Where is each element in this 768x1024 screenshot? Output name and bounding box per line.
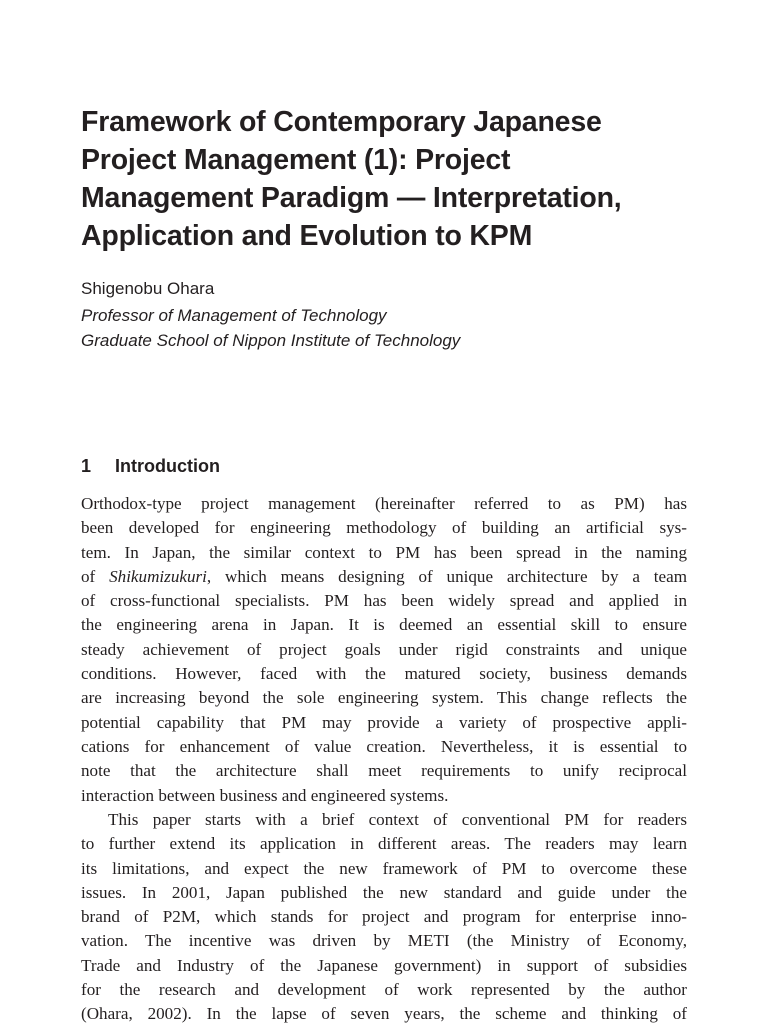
text-line: brand of P2M, which stands for project and program for enterprise inno- <box>81 907 687 927</box>
text-line: issues. In 2001, Japan published the new standard and guide under the <box>81 882 687 902</box>
title-line: Framework of Contemporary Japanese <box>81 106 602 138</box>
text-line: its limitations, and expect the new framework of PM to overcome these <box>81 858 687 878</box>
section-number: 1 <box>81 456 92 476</box>
italic-term: Shikumizukuri <box>109 566 207 586</box>
section-heading <box>81 454 220 478</box>
text-line: been developed for engineering methodology of building an artificial sys- <box>81 518 687 538</box>
text-segment: of <box>81 566 110 586</box>
text-line: the engineering arena in Japan. It is deemed an essential skill to ensure <box>81 615 687 635</box>
text-line: of cross-functional specialists. PM has been widely spread and applied in <box>81 591 687 611</box>
title-line: Project Management (1): Project <box>81 144 511 176</box>
author-name: Shigenobu Ohara <box>81 279 215 298</box>
text-line: This paper starts with a brief context of conventional PM for readers <box>108 810 687 829</box>
paragraph-1 <box>81 492 687 808</box>
title-line: Management Paradigm — Interpretation, <box>81 182 622 214</box>
text-line <box>81 565 687 589</box>
text-line: steady achievement of project goals under rigid constraints and unique <box>81 639 687 659</box>
paper-title <box>81 103 721 255</box>
text-line: interaction between business and engineered systems. <box>81 785 449 805</box>
paragraph-2 <box>81 808 687 1024</box>
text-line: to further extend its application in different areas. The readers may learn <box>81 834 687 854</box>
text-line: conditions. However, faced with the matured society, business demands <box>81 664 687 684</box>
text-line: Orthodox-type project management (hereinafter referred to as PM) has <box>81 494 687 513</box>
text-segment: , which means designing of unique architecture by a team <box>206 566 687 586</box>
text-line: for the research and development of work represented by the author <box>81 980 687 1000</box>
text-line: vation. The incentive was driven by METI (the Ministry of Economy, <box>81 931 687 951</box>
text-line: are increasing beyond the sole engineering system. This change reflects the <box>81 688 687 708</box>
title-line: Application and Evolution to KPM <box>81 220 533 252</box>
text-line: tem. In Japan, the similar context to PM has been spread in the naming <box>81 542 687 562</box>
author-affiliation-school: Graduate School of Nippon Institute of Technology <box>81 331 461 350</box>
text-line: (Ohara, 2002). In the lapse of seven years, the scheme and thinking of <box>81 1004 687 1024</box>
section-title: Introduction <box>115 456 220 476</box>
author-affiliation-title: Professor of Management of Technology <box>81 306 387 325</box>
text-line: note that the architecture shall meet requirements to unify reciprocal <box>81 761 687 781</box>
text-line: potential capability that PM may provide a variety of prospective appli- <box>81 712 687 732</box>
text-line: Trade and Industry of the Japanese government) in support of subsidies <box>81 955 687 975</box>
text-line: cations for enhancement of value creation. Nevertheless, it is essential to <box>81 736 687 756</box>
